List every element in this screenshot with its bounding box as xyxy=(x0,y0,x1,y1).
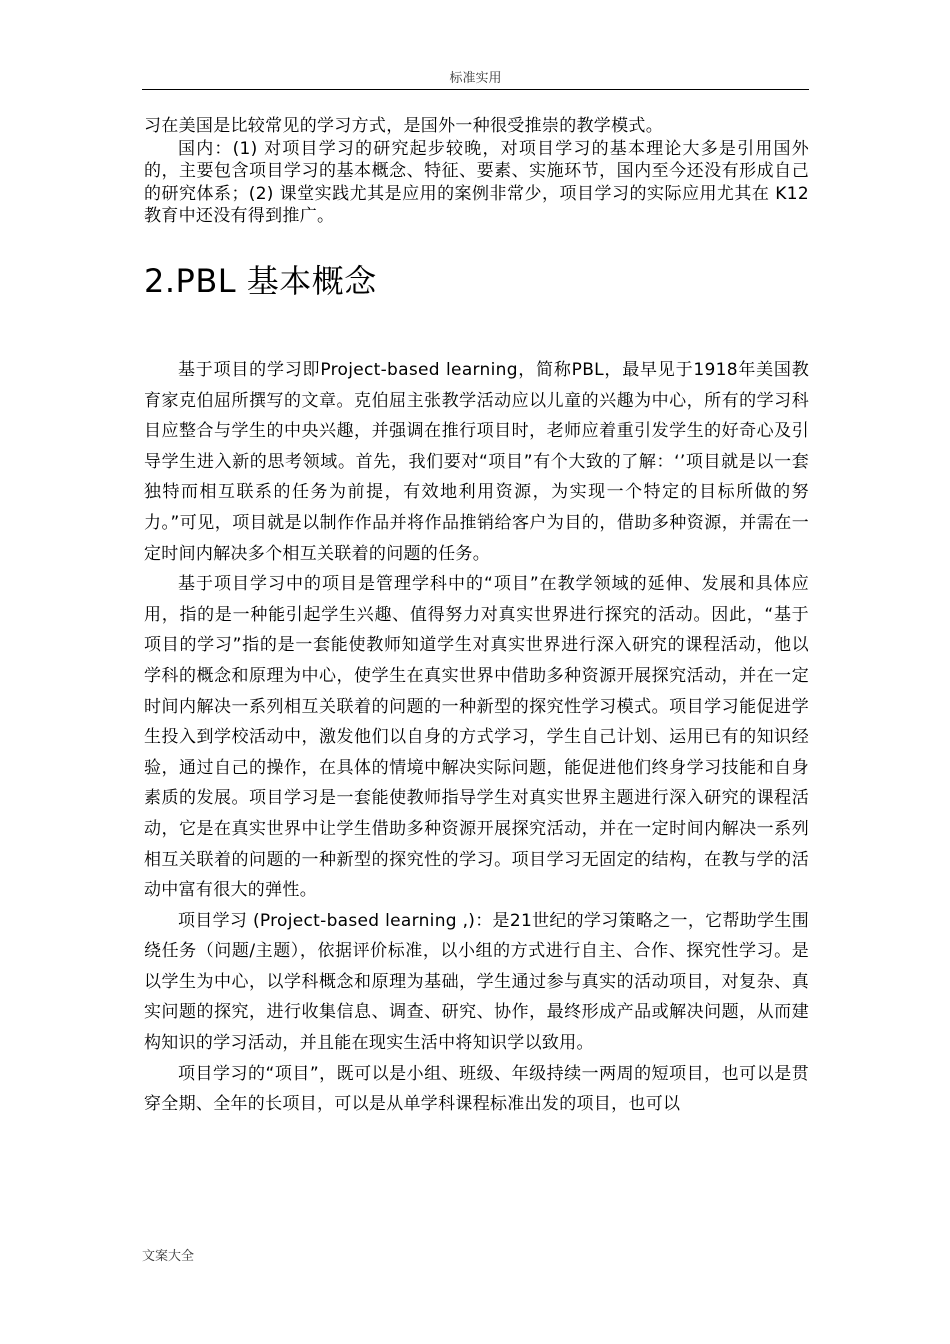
section-heading: 2.PBL 基本概念 xyxy=(144,262,377,300)
page-header: 标准实用 xyxy=(449,71,502,86)
paragraph-pbl-origin: 基于项目的学习即Project-based learning，简称PBL，最早见于1918年美国教育家克伯屈所撰写的文章。克伯屈主张教学活动应以儿童的兴趣为中心，所有的学习科目应整合与学生的中央兴趣，并强调在推行项目时，老师应着重引发学生的好奇心及引导学生进入新的思考领域。首先，我们要对“项目”有个大致的了解：‘’项目就是以一套独特而相互联系的任务为前提，有效地利用资源，为实现一个特定的目标所做的努力。”可见，项目就是以制作作品并将作品推销给客户为目的，借助多种资源，并需在一定时间内解决多个相互关联着的问题的任务。 xyxy=(144,360,809,564)
paragraph-project-definition: 基于项目学习中的项目是管理学科中的“项目”在教学领域的延伸、发展和具体应用，指的是一种能引起学生兴趣、值得努力对真实世界进行探究的活动。因此，“基于项目的学习”指的是一套能使教师知道学生对真实世界进行深入研究的课程活动，他以学科的概念和原理为中心，使学生在真实世界中借助多种资源开展探究活动，并在一定时间内解决一系列相互关联着的问题的一种新型的探究性学习模式。项目学习能促进学生投入到学校活动中，激发他们以自身的方式学习，学生自己计划、运用已有的知识经验，通过自己的操作，在具体的情境中解决实际问题，能促进他们终身学习技能和自身素质的发展。项目学习是一套能使教师指导学生对真实世界主题进行深入研究的课程活动，它是在真实世界中让学生借助多种资源开展探究活动，并在一定时间内解决一系列相互关联着的问题的一种新型的探究性的学习。项目学习无固定的结构，在教与学的活动中富有很大的弹性。 xyxy=(144,574,809,901)
intro-continuation: 习在美国是比较常见的学习方式，是国外一种很受推崇的教学模式。 xyxy=(144,116,663,136)
page-footer: 文案大全 xyxy=(142,1249,195,1264)
paragraph-project-learning: 项目学习 (Project-based learning ,)：是21世纪的学习策略之一，它帮助学生围绕任务（问题/主题），依据评价标准，以小组的方式进行自主、合作、探究性学习。是以学生为中心，以学科概念和原理为基础，学生通过参与真实的活动项目，对复杂、真实问题的探究，进行收集信息、调查、研究、协作，最终形成产品或解决问题，从而建构知识的学习活动，并且能在现实生活中将知识学以致用。 xyxy=(144,910,809,1054)
section-body xyxy=(144,355,809,1120)
intro-domestic-paragraph: 国内：(1) 对项目学习的研究起步较晚，对项目学习的基本理论大多是引用国外的，主要包含项目学习的基本概念、特征、要素、实施环节，国内至今还没有形成自己的研究体系；(2) 课堂实践尤其是应用的案例非常少，项目学习的实际应用尤其在 K12 教育中还没有得到推广。 xyxy=(144,138,809,226)
paragraph-project-scope: 项目学习的“项目”，既可以是小组、班级、年级持续一两周的短项目，也可以是贯穿全期、全年的长项目，可以是从单学科课程标准出发的项目，也可以 xyxy=(144,1063,809,1115)
header-divider xyxy=(142,89,809,90)
intro-block xyxy=(144,115,809,228)
